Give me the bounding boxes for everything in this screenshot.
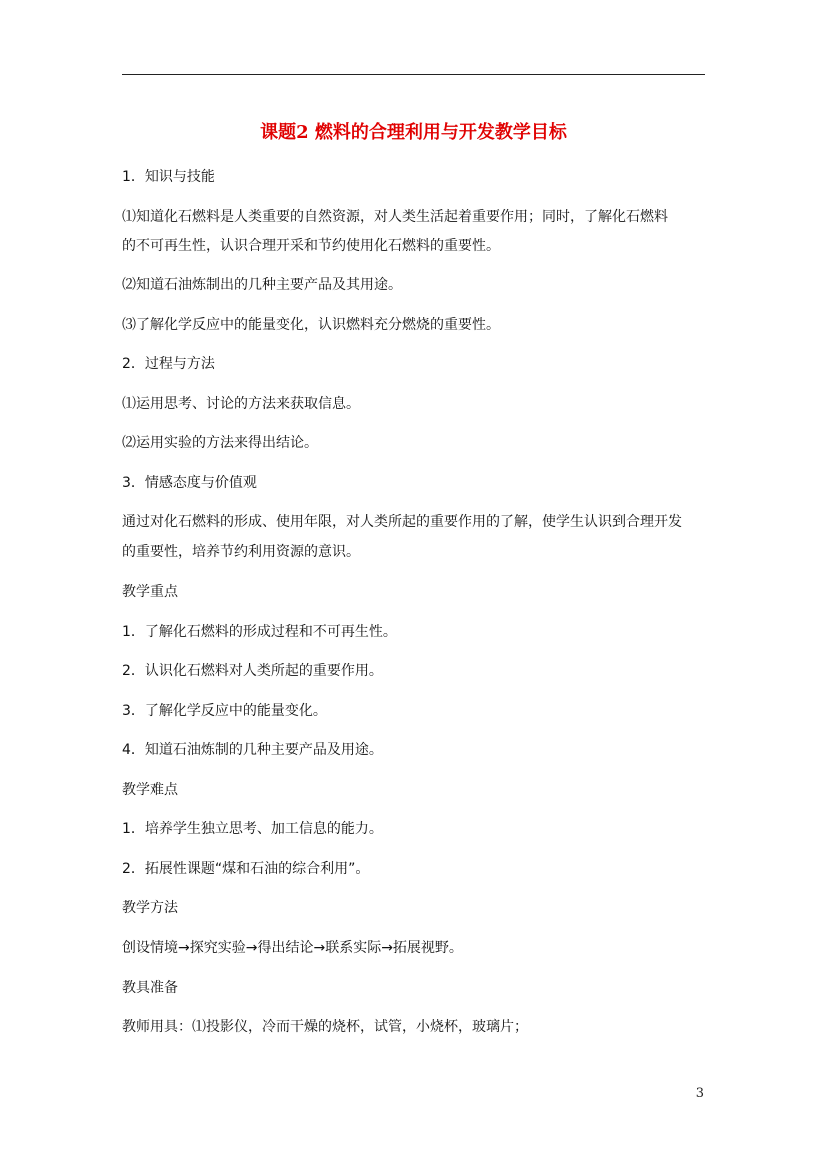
list-item: 4．知道石油炼制的几种主要产品及用途。 [122,742,383,758]
paragraph-line: ⑴运用思考、讨论的方法来获取信息。 [122,396,360,412]
paragraph-line: 教师用具：⑴投影仪，冷而干燥的烧杯，试管，小烧杯，玻璃片； [122,1019,528,1035]
list-item: 1．了解化石燃料的形成过程和不可再生性。 [122,624,397,640]
section-heading: 教具准备 [122,980,178,996]
paragraph-line: ⑴知道化石燃料是人类重要的自然资源，对人类生活起着重要作用；同时，了解化石燃料 [122,209,668,225]
paragraph-line: 创设情境→探究实验→得出结论→联系实际→拓展视野。 [122,940,463,956]
section-heading: 2．过程与方法 [122,356,215,372]
section-heading: 教学方法 [122,900,178,916]
page-title: 课题2 燃料的合理利用与开发教学目标 [260,122,567,143]
page-number: 3 [695,1086,704,1101]
list-item: 2．认识化石燃料对人类所起的重要作用。 [122,663,383,679]
section-heading: 教学重点 [122,584,178,600]
section-heading: 教学难点 [122,782,178,798]
paragraph-line: ⑵运用实验的方法来得出结论。 [122,435,318,451]
paragraph-line: ⑵知道石油炼制出的几种主要产品及其用途。 [122,277,402,293]
paragraph-line: 通过对化石燃料的形成、使用年限，对人类所起的重要作用的了解，使学生认识到合理开发 [122,514,682,530]
list-item: 2．拓展性课题“煤和石油的综合利用”。 [122,861,370,877]
header-rule [122,74,705,75]
section-heading: 3．情感态度与价值观 [122,475,257,491]
paragraph-line: ⑶了解化学反应中的能量变化，认识燃料充分燃烧的重要性。 [122,317,500,333]
list-item: 1．培养学生独立思考、加工信息的能力。 [122,821,383,837]
paragraph-line: 的不可再生性，认识合理开采和节约使用化石燃料的重要性。 [122,238,500,254]
section-heading: 1．知识与技能 [122,169,215,185]
list-item: 3．了解化学反应中的能量变化。 [122,703,327,719]
paragraph-line: 的重要性，培养节约利用资源的意识。 [122,544,360,560]
